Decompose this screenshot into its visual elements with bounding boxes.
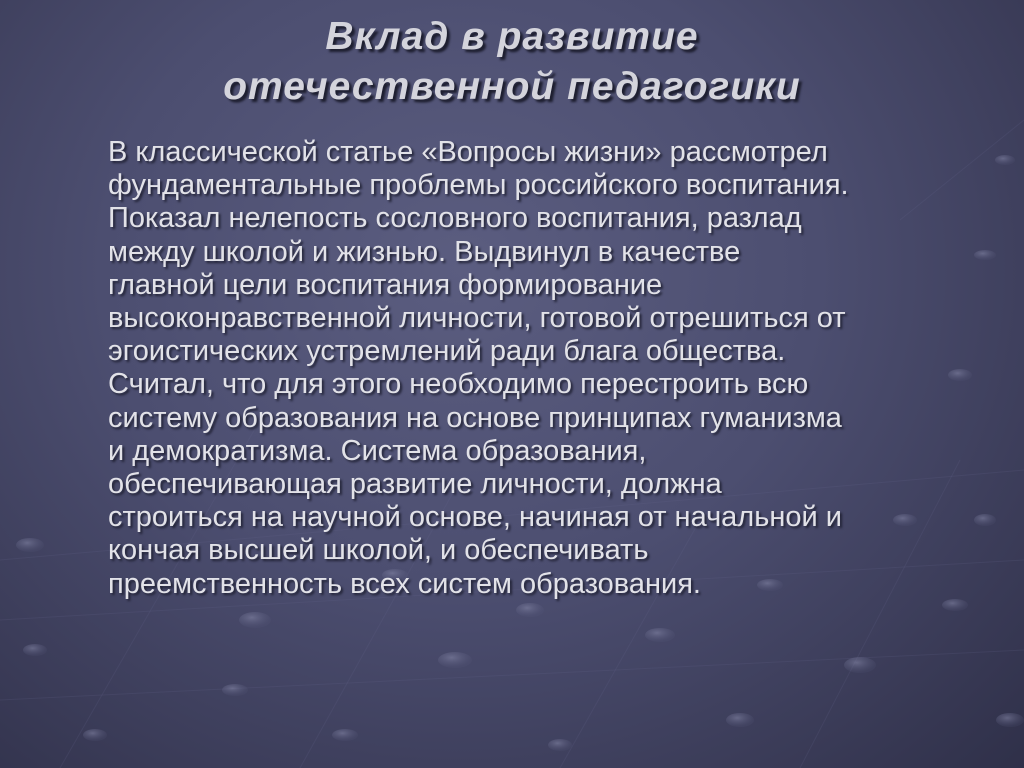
slide-body-text — [108, 136, 988, 601]
body-line: обеспечивающая развитие личности, должна — [108, 468, 722, 501]
slide-title-line-2: отечественной педагогики — [223, 65, 801, 108]
body-line: высоконравственной личности, готовой отрешиться от — [108, 302, 846, 335]
body-line: и демократизма. Система образования, — [108, 434, 647, 467]
body-line: фундаментальные проблемы российского воспитания. — [108, 169, 849, 202]
body-line: преемственность всех систем образования. — [108, 567, 701, 600]
slide-title-line-1: Вклад в развитие — [325, 15, 699, 58]
body-line: строиться на научной основе, начиная от начальной и — [108, 501, 842, 534]
slide-title — [0, 12, 1024, 112]
body-line: эгоистических устремлений ради блага общества. — [108, 335, 786, 368]
body-line: кончая высшей школой, и обеспечивать — [108, 534, 649, 567]
body-line: В классической статье «Вопросы жизни» рассмотрел — [108, 136, 828, 168]
body-line: главной цели воспитания формирование — [108, 268, 663, 301]
body-line: Показал нелепость сословного воспитания, разлад — [108, 202, 802, 235]
body-line: систему образования на основе принципах гуманизма — [108, 401, 842, 434]
body-line: между школой и жизнью. Выдвинул в качестве — [108, 235, 741, 268]
body-line: Считал, что для этого необходимо перестроить всю — [108, 368, 809, 401]
